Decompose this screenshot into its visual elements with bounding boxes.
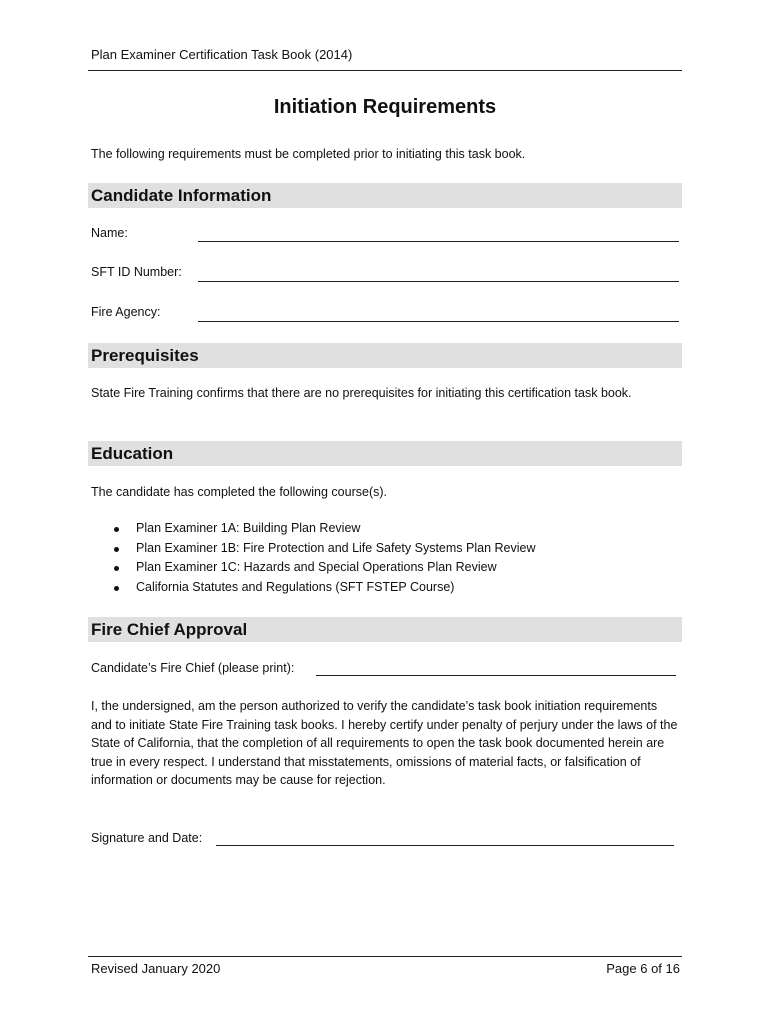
sft-id-label: SFT ID Number: xyxy=(91,265,182,279)
footer-rule xyxy=(88,956,682,957)
course-label: California Statutes and Regulations (SFT FSTEP Course) xyxy=(136,579,455,594)
section-heading: Prerequisites xyxy=(91,346,199,365)
section-heading: Education xyxy=(91,444,174,463)
section-heading: Fire Chief Approval xyxy=(91,620,248,639)
bullet-icon xyxy=(114,527,119,532)
list-item xyxy=(114,560,536,580)
bullet-icon xyxy=(114,566,119,571)
fire-chief-name-field[interactable] xyxy=(316,675,676,676)
education-text: The candidate has completed the following course(s). xyxy=(91,485,387,499)
section-candidate-information xyxy=(88,183,682,208)
signature-date-field[interactable] xyxy=(216,845,674,846)
certification-text: I, the undersigned, am the person authorized to verify the candidate’s task book initiation requirements and to initiate State Fire Training task books. I hereby certify under penalty of perjury under the laws of the State of California, that the completion of all requirements to open the task book documented herein are true in every respect. I understand that misstatements, omissions of material facts, or falsification of information or documents may be cause for rejection. xyxy=(91,699,678,787)
bullet-icon xyxy=(114,586,119,591)
list-item xyxy=(114,580,536,600)
intro-text: The following requirements must be completed prior to initiating this task book. xyxy=(91,147,526,161)
fire-agency-label: Fire Agency: xyxy=(91,305,161,319)
bullet-icon xyxy=(114,547,119,552)
fire-chief-label: Candidate’s Fire Chief (please print): xyxy=(91,661,295,675)
section-heading: Candidate Information xyxy=(91,186,272,205)
fire-agency-field[interactable] xyxy=(198,321,679,322)
section-education xyxy=(88,441,682,466)
running-header: Plan Examiner Certification Task Book (2014) xyxy=(91,47,353,62)
sft-id-field[interactable] xyxy=(198,281,679,282)
course-label: Plan Examiner 1C: Hazards and Special Operations Plan Review xyxy=(136,560,497,574)
course-label: Plan Examiner 1A: Building Plan Review xyxy=(136,521,361,535)
header-rule xyxy=(88,70,682,71)
signature-label: Signature and Date: xyxy=(91,831,203,845)
list-item xyxy=(114,541,536,561)
course-label: Plan Examiner 1B: Fire Protection and Life Safety Systems Plan Review xyxy=(136,540,536,555)
page-title: Initiation Requirements xyxy=(273,96,497,118)
page-number: Page 6 of 16 xyxy=(606,961,680,976)
name-label: Name: xyxy=(91,226,128,240)
prerequisites-text: State Fire Training confirms that there are no prerequisites for initiating this certification task book. xyxy=(91,386,632,400)
name-field[interactable] xyxy=(198,241,679,242)
section-prerequisites xyxy=(88,343,682,368)
revised-date: Revised January 2020 xyxy=(91,961,221,976)
section-fire-chief-approval xyxy=(88,617,682,642)
list-item xyxy=(114,521,536,541)
course-list xyxy=(114,521,536,599)
